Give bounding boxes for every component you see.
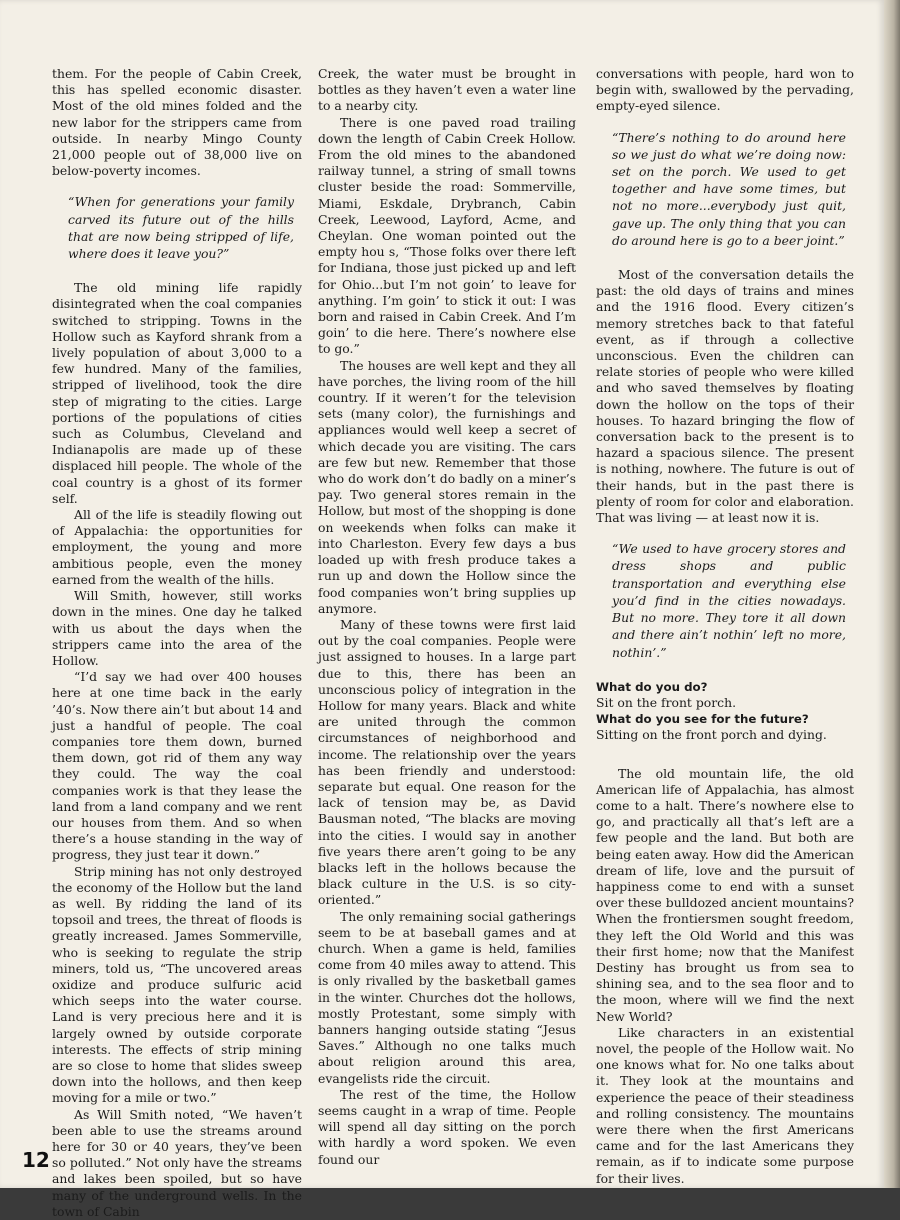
- interview-answer: Sit on the front porch.: [596, 694, 737, 710]
- paragraph: “I’d say we had over 400 houses here at one time back in the early ’40’s. Now there ain’t but about 14 and just a handful of people. The coal companies tore them down, burned them down, got rid of them any way they could. The way the coal companies work is that they lease the land from a land company and we rent our houses from them. And so when there’s a house standing in the way of progress, they just tear it down.”: [52, 669, 302, 863]
- paragraph: Creek, the water must be brought in bottles as they haven’t even a water line to a nearby city.: [318, 66, 576, 114]
- text-column-3: [596, 66, 854, 1186]
- paragraph: The old mining life rapidly disintegrated when the coal companies switched to stripping. Towns in the Hollow such as Kayford shrank from a lively population of about 3,000 to a few hundred. Many of the families, stripped of livelihood, took the dire step of migrating to the cities. Large portions of the populations of cities such as Columbus, Cleveland and Indianapolis are made up of these displaced hill people. The whole of the coal country is a ghost of its former self.: [52, 280, 302, 506]
- paragraph: The old mountain life, the old American life of Appalachia, has almost come to a halt. There’s nowhere else to go, and practically all that’s left are a few people and the land. But both are being eaten away. How did the American dream of life, love and the pursuit of happiness come to end with a sunset over these bulldozed ancient mountains? When the frontiersmen sought freedom, they left the Old World and this was their first home; now that the Manifest Destiny has brought us from sea to shining sea, and to the sea floor and to the moon, where will we find the next New World?: [596, 765, 854, 1024]
- paragraph: The rest of the time, the Hollow seems caught in a wrap of time. People will spend all day sitting on the porch with hardly a word spoken. We even found our: [318, 1086, 576, 1167]
- paragraph: The only remaining social gatherings seem to be at baseball games and at church. When a game is held, families come from 40 miles away to attend. This is only rivalled by the basketball games in the winter. Churches dot the hollows, mostly Protestant, some simply with banners hanging outside stating “Jesus Saves.” Although no one talks much about religion around this area, evangelists ride the circuit.: [318, 908, 576, 1086]
- page-number: 12: [22, 1148, 50, 1172]
- text-column-2: [318, 66, 576, 1167]
- paragraph: As Will Smith noted, “We haven’t been able to use the streams around here for 30 or 40 years, they’ve been so polluted.” Not only have the streams and lakes been spoiled, but so have many of the underground wells. In the town of Cabin: [52, 1106, 302, 1219]
- paragraph: them. For the people of Cabin Creek, this has spelled economic disaster. Most of the old mines folded and the new labor for the strippers came from outside. In nearby Mingo County 21,000 people out of 38,000 live on below-poverty incomes.: [52, 66, 302, 179]
- paragraph: There is one paved road trailing down the length of Cabin Creek Hollow. From the old mines to the abandoned railway tunnel, a string of small towns cluster beside the road: Sommerville, Miami, Eskdale, Drybranch, Cabin Creek, Leewood, Layford, Acme, and Cheylan. One woman pointed out the empty hou s, “Those folks over there left for Indiana, those just picked up and left for Ohio...but I’m not goin’ to leave for anything. I’m goin’ to stick it out: I was born and raised in Cabin Creek. And I’m goin’ to die here. There’s nowhere else to go.”: [318, 114, 576, 357]
- paragraph: conversations with people, hard won to begin with, swallowed by the pervading, empty-eyed silence.: [596, 66, 854, 114]
- text-column-1: [52, 66, 302, 1219]
- interview-question: What do you see for the future?: [596, 712, 809, 727]
- paragraph: Strip mining has not only destroyed the economy of the Hollow but the land as well. By ridding the land of its topsoil and trees, the threat of floods is greatly increased. James Sommerville, who is seeking to regulate the strip miners, told us, “The uncovered areas oxidize and produce sulfuric acid which seeps into the water course. Land is very precious here and it is largely owned by outside corporate interests. The effects of strip mining are so close to home that slides sweep down into the hollows, and then keep moving for a mile or two.”: [52, 863, 302, 1106]
- paragraph: The houses are well kept and they all have porches, the living room of the hill country. If it weren’t for the television sets (many color), the furnishings and appliances would well keep a secret of which decade you are visiting. The cars are few but new. Remember that those who do work don’t do badly on a miner’s pay. Two general stores remain in the Hollow, but most of the shopping is done on weekends when folks can make it into Charleston. Every few days a bus loaded up with fresh produce takes a run up and down the Hollow since the food companies won’t bring supplies up anymore.: [318, 357, 576, 616]
- paragraph: Like characters in an existential novel, the people of the Hollow wait. No one knows what for. No one talks about it. They look at the mountains and experience the peace of their steadiness and rolling consistency. The mountains were there when the first Americans came and for the last Americans they remain, as if to indicate some purpose for their lives.: [596, 1024, 854, 1186]
- paragraph: Many of these towns were first laid out by the coal companies. People were just assigned to houses. In a large part due to this, there has been an unconscious policy of integration in the Hollow for many years. Black and white are united through the common circumstances of neighborhood and income. The relationship over the years has been friendly and understood: separate but equal. One reason for the lack of tension may be, as David Bausman noted, “The blacks are moving into the cities. I would say in another five years there aren’t going to be any blacks left in the hollows because the black culture in the U.S. is so city-oriented.”: [318, 616, 576, 908]
- interview-answer: Sitting on the front porch and dying.: [596, 727, 827, 743]
- page-edge: [884, 0, 900, 1188]
- paragraph: Most of the conversation details the past: the old days of trains and mines and the 1916 flood. Every citizen’s memory stretches back to that fateful event, as if through a collective unconscious. Even the children can relate stories of people who were killed and who saved themselves by floating down the hollow on the tops of their houses. To hazard bringing the flow of conversation back to the present is to hazard a spacious silence. The present is nothing, nowhere. The future is out of their hands, but in the past there is plenty of room for color and elaboration. That was living — at least now it is.: [596, 267, 854, 526]
- pull-quote: “We used to have grocery stores and dress shops and public transportation and everything else you’d find in the cities nowadays. But no more. They tore it all down and there ain’t nothin’ left no more, nothin’.”: [612, 541, 846, 660]
- paragraph: Will Smith, however, still works down in the mines. One day he talked with us about the days when the strippers came into the area of the Hollow.: [52, 588, 302, 668]
- interview-question: What do you do?: [596, 679, 708, 694]
- pull-quote: “There’s nothing to do around here so we just do what we’re doing now: set on the porch. We used to get together and have some times, but not no more...everybody just quit, gave up. The only thing that you can do around here is go to a beer joint.”: [612, 129, 846, 248]
- pull-quote: “When for generations your family carved its future out of the hills that are now being stripped of life, where does it leave you?”: [68, 194, 294, 262]
- paragraph: All of the life is steadily flowing out of Appalachia: the opportunities for employment, the young and more ambitious people, even the money earned from the wealth of the hills.: [52, 507, 302, 587]
